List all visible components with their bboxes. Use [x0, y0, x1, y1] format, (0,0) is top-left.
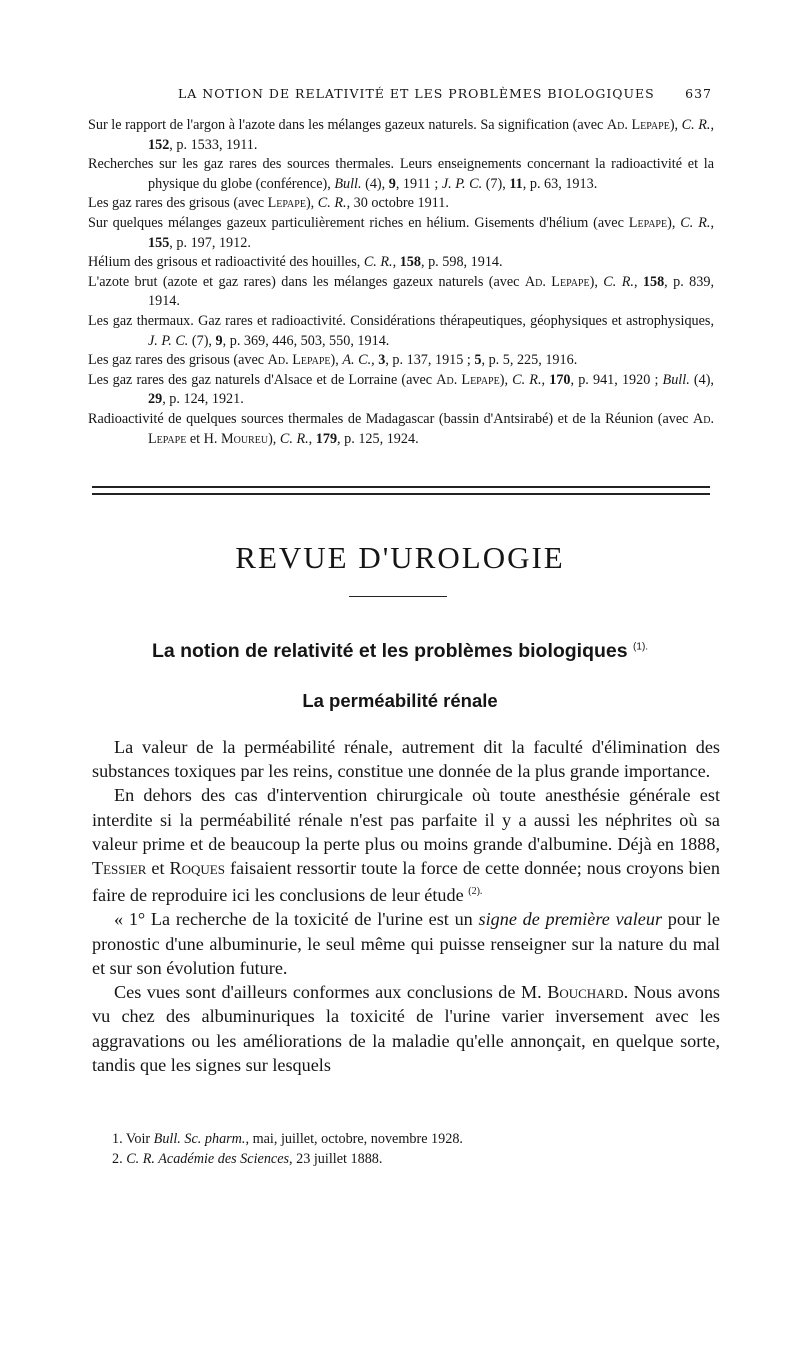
article-title: La notion de relativité et les problèmes biologiques $^{(1).}$ [151, 640, 649, 662]
bibliography-entry: Les gaz rares des gaz naturels d'Alsace et de Lorraine (avec Ad. Lepape), C. R., 170, p. 941, 1920 ; Bull. (4), 29, p. 124, 1921. [88, 371, 714, 408]
bibliography-entry: Sur quelques mélanges gazeux particulièrement riches en hélium. Gisements d'hélium (avec Lepape), C. R., 155, p. 197, 1912. [88, 214, 714, 251]
bibliography-entry: Les gaz rares des grisous (avec Ad. Lepape), A. C., 3, p. 137, 1915 ; 5, p. 5, 225, 1916. [88, 352, 578, 369]
section-title: REVUE D'UROLOGIE [235, 540, 565, 575]
running-title: LA NOTION DE RELATIVITÉ ET LES PROBLÈMES BIOLOGIQUES [178, 86, 655, 101]
paragraph: En dehors des cas d'intervention chirurgicale où toute anesthésie générale est interdite si la perméabilité rénale n'est pas parfaite il y a aussi les néphrites où sa valeur prime et de beaucoup la perte plus ou moins grande d'albumine. Déjà en 1888, Tessier et Roques faisaient ressortir toute la force de cette donnée; nous croyons bien faire de reproduire ici les conclusions de leur étude $^{(2).}$ [92, 785, 720, 906]
paragraph: Ces vues sont d'ailleurs conformes aux conclusions de M. Bouchard. Nous avons vu chez des albuminuriques la toxicité de l'urine varier inversement avec les aggravations ou les améliorations de la maladie qu'elle annonçait, en quelque sorte, tandis que les signes sur lesquels [92, 982, 720, 1075]
footnote-ref: (1). [633, 641, 649, 653]
bibliography-entry: Hélium des grisous et radioactivité des houilles, C. R., 158, p. 598, 1914. [88, 254, 503, 271]
paragraph: La valeur de la perméabilité rénale, autrement dit la faculté d'élimination des substances toxiques par les reins, constitue une donnée de la plus grande importance. [92, 737, 720, 782]
footnotes [112, 1130, 712, 1169]
footnote: 1. Voir Bull. Sc. pharm., mai, juillet, octobre, novembre 1928. [112, 1131, 463, 1147]
bibliography-entry: Sur le rapport de l'argon à l'azote dans les mélanges gazeux naturels. Sa signification (avec Ad. Lepape), C. R., 152, p. 1533, 1911. [88, 117, 714, 153]
footnote: 2. C. R. Académie des Sciences, 23 juillet 1888. [112, 1150, 383, 1167]
bibliography-entry: Recherches sur les gaz rares des sources thermales. Leurs enseignements concernant la radioactivité et la physique du globe (conférence), Bull. (4), 9, 1911 ; J. P. C. (7), 11, p. 63, 1913. [88, 156, 714, 192]
bibliography-entry: L'azote brut (azote et gaz rares) dans les mélanges gazeux naturels (avec Ad. Lepape), C. R., 158, p. 839, 1914. [88, 273, 714, 310]
bibliography-entry: Les gaz thermaux. Gaz rares et radioactivité. Considérations thérapeutiques, géophysiques et astrophysiques, J. P. C. (7), 9, p. 369, 446, 503, 550, 1914. [88, 312, 714, 349]
running-header [88, 86, 712, 106]
section-divider [92, 486, 710, 495]
article-subtitle: La perméabilité rénale [302, 690, 498, 711]
footnote-ref: (2). [468, 886, 483, 898]
bibliography-entry: Radioactivité de quelques sources thermales de Madagascar (bassin d'Antsirabé) et de la Réunion (avec Ad. Lepape et H. Moureu), C. R., 179, p. 125, 1924. [88, 410, 714, 447]
paragraph: « 1° La recherche de la toxicité de l'urine est un signe de première valeur pour le pronostic d'une albuminurie, le seul même qui puisse renseigner sur la nature du mal et sur son évolution future. [92, 909, 721, 978]
page-number: 637 [685, 86, 712, 101]
article-body [92, 735, 720, 1077]
bibliography-entry: Les gaz rares des grisous (avec Lepape), C. R., 30 octobre 1911. [88, 195, 449, 212]
title-rule [349, 596, 447, 597]
bibliography-list [88, 116, 714, 449]
